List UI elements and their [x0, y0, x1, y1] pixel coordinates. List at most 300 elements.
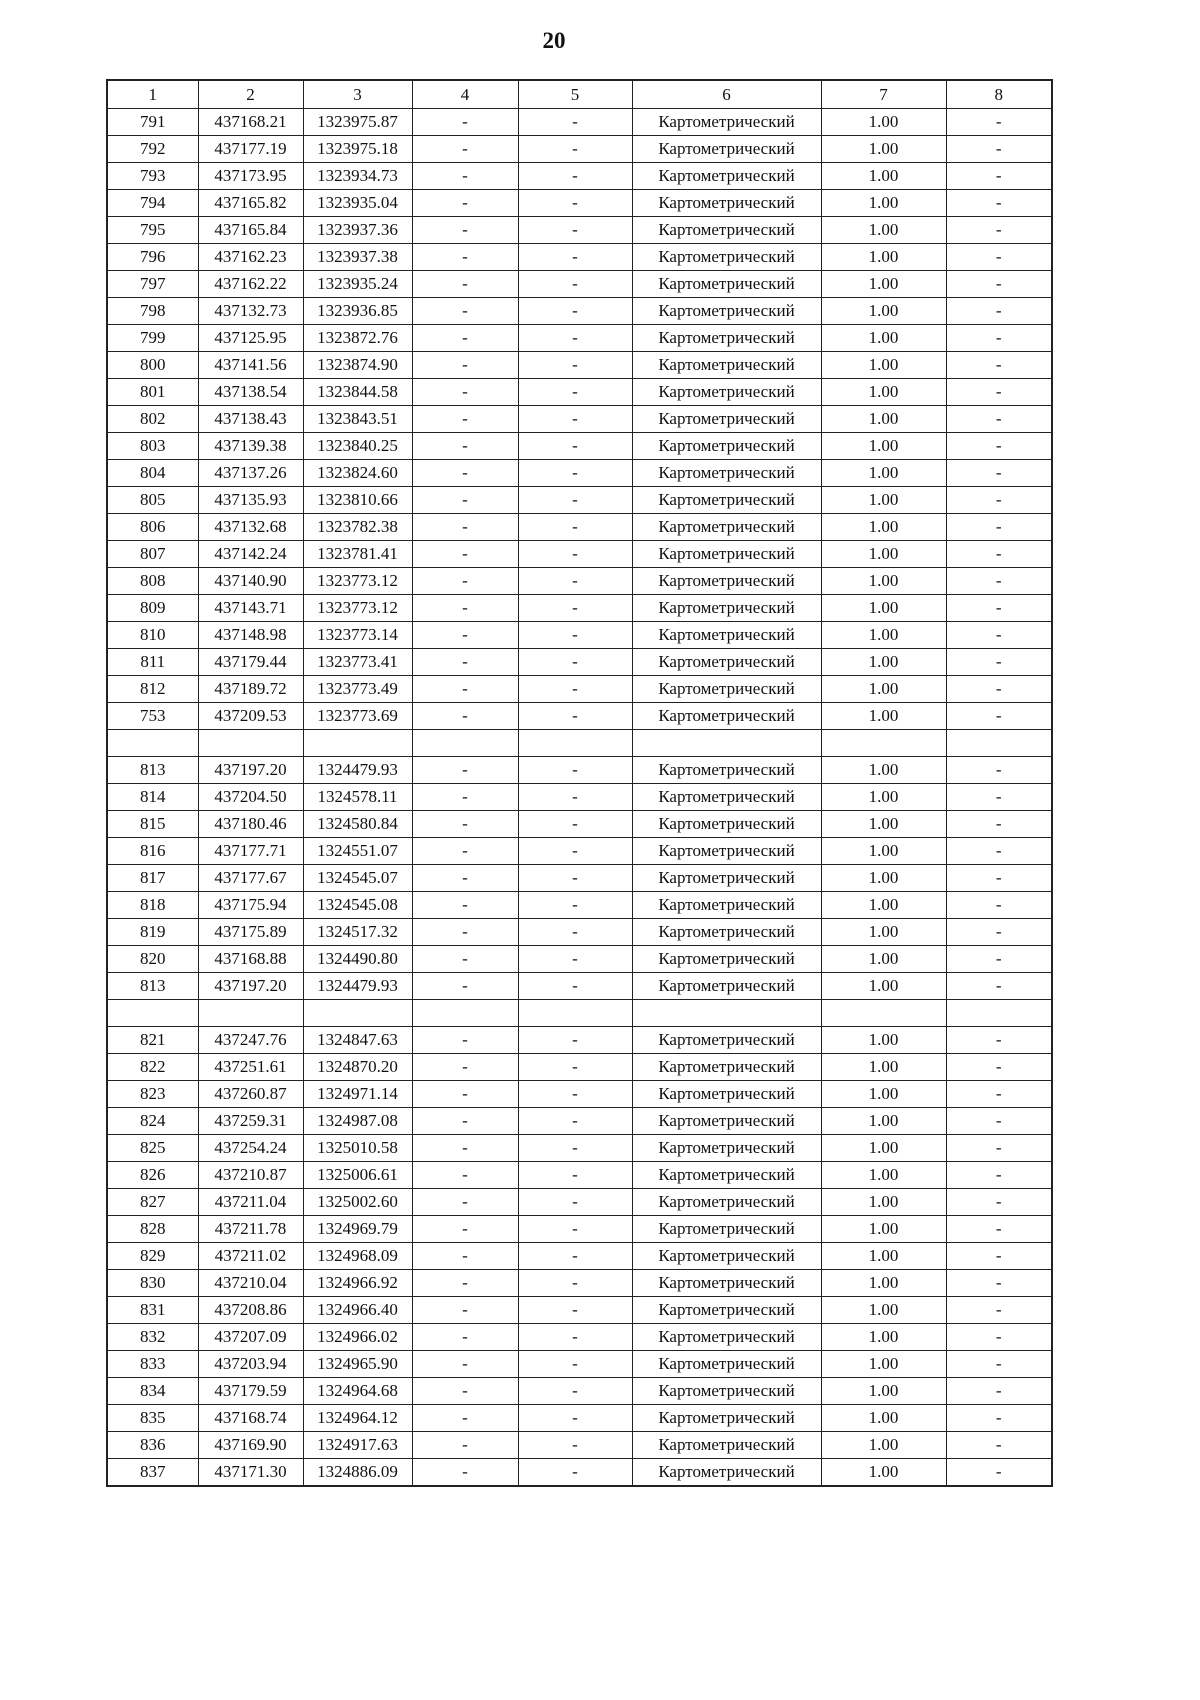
cell-col-5: - — [518, 1351, 632, 1378]
cell-coord-y: 1323937.38 — [303, 244, 412, 271]
cell-col-4: - — [412, 487, 518, 514]
cell-point-number: 805 — [107, 487, 198, 514]
cell-coord-x: 437165.82 — [198, 190, 303, 217]
cell-col-8: - — [946, 433, 1052, 460]
cell-col-8: - — [946, 811, 1052, 838]
cell-method: Картометрический — [632, 541, 821, 568]
cell-col-8: - — [946, 649, 1052, 676]
cell-col-8: - — [946, 892, 1052, 919]
cell-col-5: - — [518, 487, 632, 514]
cell-col-8: - — [946, 1216, 1052, 1243]
cell-col-4: - — [412, 568, 518, 595]
cell-method: Картометрический — [632, 379, 821, 406]
cell-method: Картометрический — [632, 703, 821, 730]
cell-coord-y: 1324847.63 — [303, 1027, 412, 1054]
cell-coord-y: 1324551.07 — [303, 838, 412, 865]
cell-accuracy: 1.00 — [821, 217, 946, 244]
cell-method: Картометрический — [632, 622, 821, 649]
table-row — [107, 487, 1052, 514]
cell-coord-x: 437169.90 — [198, 1432, 303, 1459]
cell-coord-y: 1324517.32 — [303, 919, 412, 946]
cell-col-4: - — [412, 406, 518, 433]
cell-accuracy: 1.00 — [821, 1405, 946, 1432]
cell-point-number: 836 — [107, 1432, 198, 1459]
cell-col-8: - — [946, 487, 1052, 514]
cell-coord-y: 1325006.61 — [303, 1162, 412, 1189]
cell-point-number: 820 — [107, 946, 198, 973]
cell-col-4: - — [412, 190, 518, 217]
cell-col-5: - — [518, 1081, 632, 1108]
cell-coord-y: 1323935.24 — [303, 271, 412, 298]
cell-coord-x: 437209.53 — [198, 703, 303, 730]
cell-col-8: - — [946, 838, 1052, 865]
cell-point-number: 810 — [107, 622, 198, 649]
cell-coord-x: 437162.23 — [198, 244, 303, 271]
cell-method: Картометрический — [632, 271, 821, 298]
column-header-col-4: 4 — [412, 80, 518, 109]
cell-col-4: - — [412, 1081, 518, 1108]
cell-coord-y: 1324965.90 — [303, 1351, 412, 1378]
cell-col-8: - — [946, 325, 1052, 352]
cell-point-number: 815 — [107, 811, 198, 838]
cell-coord-y: 1324870.20 — [303, 1054, 412, 1081]
cell-coord-x: 437168.21 — [198, 109, 303, 136]
cell-col-4: - — [412, 1243, 518, 1270]
cell-point-number: 826 — [107, 1162, 198, 1189]
cell-accuracy: 1.00 — [821, 1432, 946, 1459]
cell-col-4: - — [412, 217, 518, 244]
cell-col-4: - — [412, 1351, 518, 1378]
cell-col-5: - — [518, 1162, 632, 1189]
cell-accuracy: 1.00 — [821, 487, 946, 514]
cell-coord-y: 1324966.02 — [303, 1324, 412, 1351]
cell-point-number: 799 — [107, 325, 198, 352]
cell-coord-x — [198, 730, 303, 757]
cell-point-number: 803 — [107, 433, 198, 460]
cell-coord-y: 1325002.60 — [303, 1189, 412, 1216]
cell-coord-y: 1324987.08 — [303, 1108, 412, 1135]
cell-method: Картометрический — [632, 1108, 821, 1135]
cell-accuracy — [821, 1000, 946, 1027]
cell-col-5: - — [518, 1405, 632, 1432]
cell-col-8: - — [946, 946, 1052, 973]
cell-coord-x: 437251.61 — [198, 1054, 303, 1081]
cell-coord-x: 437165.84 — [198, 217, 303, 244]
cell-col-4: - — [412, 379, 518, 406]
cell-coord-x: 437189.72 — [198, 676, 303, 703]
cell-col-8: - — [946, 1054, 1052, 1081]
cell-coord-y: 1324580.84 — [303, 811, 412, 838]
cell-col-5: - — [518, 1270, 632, 1297]
table-row — [107, 190, 1052, 217]
cell-col-5: - — [518, 865, 632, 892]
cell-col-5: - — [518, 1054, 632, 1081]
cell-accuracy: 1.00 — [821, 1243, 946, 1270]
table-row — [107, 676, 1052, 703]
cell-coord-x: 437138.43 — [198, 406, 303, 433]
cell-accuracy: 1.00 — [821, 190, 946, 217]
table-row — [107, 514, 1052, 541]
cell-method: Картометрический — [632, 190, 821, 217]
cell-coord-y: 1323810.66 — [303, 487, 412, 514]
cell-method: Картометрический — [632, 1027, 821, 1054]
cell-coord-x: 437177.19 — [198, 136, 303, 163]
cell-accuracy: 1.00 — [821, 379, 946, 406]
cell-col-8: - — [946, 217, 1052, 244]
column-header-coord-x: 2 — [198, 80, 303, 109]
cell-method: Картометрический — [632, 460, 821, 487]
table-row — [107, 838, 1052, 865]
cell-col-8: - — [946, 1162, 1052, 1189]
cell-coord-x: 437197.20 — [198, 973, 303, 1000]
cell-col-4: - — [412, 595, 518, 622]
cell-method: Картометрический — [632, 1351, 821, 1378]
cell-col-8: - — [946, 109, 1052, 136]
cell-col-8: - — [946, 568, 1052, 595]
cell-accuracy: 1.00 — [821, 163, 946, 190]
cell-coord-x: 437132.68 — [198, 514, 303, 541]
cell-col-4 — [412, 1000, 518, 1027]
cell-coord-y: 1323781.41 — [303, 541, 412, 568]
cell-method: Картометрический — [632, 1432, 821, 1459]
cell-method: Картометрический — [632, 1135, 821, 1162]
cell-col-8: - — [946, 1108, 1052, 1135]
cell-col-8: - — [946, 1297, 1052, 1324]
column-header-col-5: 5 — [518, 80, 632, 109]
cell-method: Картометрический — [632, 1081, 821, 1108]
cell-col-5: - — [518, 1135, 632, 1162]
cell-point-number: 801 — [107, 379, 198, 406]
cell-col-5: - — [518, 1216, 632, 1243]
cell-col-5: - — [518, 1108, 632, 1135]
cell-accuracy: 1.00 — [821, 811, 946, 838]
cell-col-4: - — [412, 1324, 518, 1351]
cell-coord-x: 437175.89 — [198, 919, 303, 946]
cell-method: Картометрический — [632, 352, 821, 379]
cell-col-8: - — [946, 1270, 1052, 1297]
cell-coord-x: 437135.93 — [198, 487, 303, 514]
cell-method: Картометрический — [632, 163, 821, 190]
cell-col-5: - — [518, 757, 632, 784]
cell-method: Картометрический — [632, 487, 821, 514]
cell-col-5: - — [518, 1189, 632, 1216]
cell-col-4: - — [412, 136, 518, 163]
cell-point-number: 795 — [107, 217, 198, 244]
cell-coord-y: 1324578.11 — [303, 784, 412, 811]
cell-col-8: - — [946, 190, 1052, 217]
cell-col-5: - — [518, 892, 632, 919]
cell-coord-x: 437177.71 — [198, 838, 303, 865]
cell-point-number: 824 — [107, 1108, 198, 1135]
cell-col-8: - — [946, 595, 1052, 622]
cell-col-5: - — [518, 352, 632, 379]
cell-method: Картометрический — [632, 217, 821, 244]
table-row — [107, 892, 1052, 919]
cell-method — [632, 1000, 821, 1027]
table-row — [107, 136, 1052, 163]
cell-col-8: - — [946, 1378, 1052, 1405]
cell-col-4: - — [412, 946, 518, 973]
cell-col-8: - — [946, 271, 1052, 298]
cell-coord-y: 1323773.12 — [303, 595, 412, 622]
cell-accuracy: 1.00 — [821, 595, 946, 622]
cell-col-4: - — [412, 892, 518, 919]
cell-method: Картометрический — [632, 433, 821, 460]
cell-accuracy: 1.00 — [821, 1216, 946, 1243]
cell-accuracy: 1.00 — [821, 784, 946, 811]
cell-accuracy: 1.00 — [821, 1081, 946, 1108]
cell-method: Картометрический — [632, 784, 821, 811]
cell-point-number: 821 — [107, 1027, 198, 1054]
table-row — [107, 1081, 1052, 1108]
table-header — [107, 80, 1052, 109]
cell-col-4: - — [412, 676, 518, 703]
table-row — [107, 1351, 1052, 1378]
cell-col-4: - — [412, 973, 518, 1000]
cell-col-5: - — [518, 838, 632, 865]
table-row — [107, 919, 1052, 946]
table-body — [107, 109, 1052, 1487]
cell-accuracy: 1.00 — [821, 271, 946, 298]
table-row — [107, 757, 1052, 784]
cell-method: Картометрический — [632, 1378, 821, 1405]
cell-col-5: - — [518, 460, 632, 487]
cell-col-5: - — [518, 1027, 632, 1054]
cell-col-4: - — [412, 811, 518, 838]
cell-accuracy — [821, 730, 946, 757]
cell-coord-y: 1323937.36 — [303, 217, 412, 244]
cell-coord-y: 1323936.85 — [303, 298, 412, 325]
cell-col-4: - — [412, 433, 518, 460]
cell-method: Картометрический — [632, 406, 821, 433]
cell-point-number: 837 — [107, 1459, 198, 1487]
cell-coord-x: 437132.73 — [198, 298, 303, 325]
cell-method: Картометрический — [632, 676, 821, 703]
cell-accuracy: 1.00 — [821, 1324, 946, 1351]
cell-coord-y: 1325010.58 — [303, 1135, 412, 1162]
cell-coord-y: 1323934.73 — [303, 163, 412, 190]
table-row — [107, 1189, 1052, 1216]
cell-method: Картометрический — [632, 1162, 821, 1189]
cell-accuracy: 1.00 — [821, 919, 946, 946]
table-row — [107, 1378, 1052, 1405]
cell-col-5: - — [518, 1459, 632, 1487]
cell-col-4: - — [412, 1027, 518, 1054]
cell-point-number: 832 — [107, 1324, 198, 1351]
cell-col-8: - — [946, 1405, 1052, 1432]
cell-method: Картометрический — [632, 757, 821, 784]
cell-coord-x: 437137.26 — [198, 460, 303, 487]
cell-point-number: 812 — [107, 676, 198, 703]
cell-col-8: - — [946, 1135, 1052, 1162]
cell-col-4: - — [412, 1405, 518, 1432]
table-row — [107, 433, 1052, 460]
cell-col-8: - — [946, 865, 1052, 892]
cell-coord-y: 1324968.09 — [303, 1243, 412, 1270]
cell-col-8: - — [946, 1189, 1052, 1216]
cell-col-8: - — [946, 703, 1052, 730]
cell-method: Картометрический — [632, 568, 821, 595]
cell-col-8: - — [946, 1432, 1052, 1459]
cell-accuracy: 1.00 — [821, 298, 946, 325]
cell-col-5 — [518, 730, 632, 757]
cell-point-number: 835 — [107, 1405, 198, 1432]
table-row — [107, 811, 1052, 838]
cell-coord-y: 1323844.58 — [303, 379, 412, 406]
cell-coord-y: 1323872.76 — [303, 325, 412, 352]
cell-coord-x: 437168.88 — [198, 946, 303, 973]
cell-col-8: - — [946, 136, 1052, 163]
cell-col-5: - — [518, 1243, 632, 1270]
cell-col-8: - — [946, 1243, 1052, 1270]
cell-col-5: - — [518, 811, 632, 838]
table-row — [107, 1162, 1052, 1189]
cell-method: Картометрический — [632, 946, 821, 973]
cell-coord-x: 437254.24 — [198, 1135, 303, 1162]
cell-method: Картометрический — [632, 1324, 821, 1351]
cell-accuracy: 1.00 — [821, 1135, 946, 1162]
cell-col-4: - — [412, 1432, 518, 1459]
cell-col-4: - — [412, 1189, 518, 1216]
cell-point-number: 811 — [107, 649, 198, 676]
cell-method: Картометрический — [632, 1270, 821, 1297]
cell-col-5: - — [518, 190, 632, 217]
cell-coord-y: 1324490.80 — [303, 946, 412, 973]
cell-coord-x: 437204.50 — [198, 784, 303, 811]
cell-accuracy: 1.00 — [821, 541, 946, 568]
cell-coord-x: 437197.20 — [198, 757, 303, 784]
cell-point-number: 808 — [107, 568, 198, 595]
cell-accuracy: 1.00 — [821, 1054, 946, 1081]
cell-coord-x — [198, 1000, 303, 1027]
cell-accuracy: 1.00 — [821, 757, 946, 784]
cell-accuracy: 1.00 — [821, 622, 946, 649]
cell-accuracy: 1.00 — [821, 1297, 946, 1324]
cell-coord-x: 437171.30 — [198, 1459, 303, 1487]
cell-point-number: 823 — [107, 1081, 198, 1108]
table-row — [107, 298, 1052, 325]
cell-col-4: - — [412, 244, 518, 271]
cell-point-number: 800 — [107, 352, 198, 379]
cell-col-4: - — [412, 352, 518, 379]
table-row — [107, 622, 1052, 649]
cell-accuracy: 1.00 — [821, 352, 946, 379]
cell-method: Картометрический — [632, 649, 821, 676]
cell-coord-x: 437208.86 — [198, 1297, 303, 1324]
cell-col-4: - — [412, 1459, 518, 1487]
cell-method: Картометрический — [632, 1297, 821, 1324]
cell-point-number: 818 — [107, 892, 198, 919]
cell-coord-x: 437125.95 — [198, 325, 303, 352]
cell-coord-y: 1324917.63 — [303, 1432, 412, 1459]
cell-col-5: - — [518, 568, 632, 595]
cell-coord-y: 1324971.14 — [303, 1081, 412, 1108]
table-row — [107, 649, 1052, 676]
cell-coord-y: 1323824.60 — [303, 460, 412, 487]
cell-point-number: 794 — [107, 190, 198, 217]
cell-accuracy: 1.00 — [821, 568, 946, 595]
cell-point-number: 791 — [107, 109, 198, 136]
table-row — [107, 1270, 1052, 1297]
cell-col-4: - — [412, 757, 518, 784]
table-row — [107, 460, 1052, 487]
cell-col-4: - — [412, 514, 518, 541]
cell-col-4: - — [412, 325, 518, 352]
cell-method: Картометрический — [632, 244, 821, 271]
cell-method: Картометрический — [632, 325, 821, 352]
cell-col-4 — [412, 730, 518, 757]
cell-method: Картометрический — [632, 892, 821, 919]
cell-col-4: - — [412, 1216, 518, 1243]
cell-col-8: - — [946, 406, 1052, 433]
table-row — [107, 1297, 1052, 1324]
cell-method: Картометрический — [632, 1243, 821, 1270]
cell-col-5: - — [518, 595, 632, 622]
cell-col-5: - — [518, 649, 632, 676]
cell-coord-x: 437179.59 — [198, 1378, 303, 1405]
table-row — [107, 703, 1052, 730]
table-row — [107, 784, 1052, 811]
cell-point-number: 834 — [107, 1378, 198, 1405]
cell-accuracy: 1.00 — [821, 649, 946, 676]
cell-method: Картометрический — [632, 1216, 821, 1243]
cell-coord-y: 1323773.69 — [303, 703, 412, 730]
cell-coord-y: 1323782.38 — [303, 514, 412, 541]
cell-point-number: 831 — [107, 1297, 198, 1324]
cell-point-number: 792 — [107, 136, 198, 163]
cell-method: Картометрический — [632, 865, 821, 892]
cell-point-number: 822 — [107, 1054, 198, 1081]
cell-col-5: - — [518, 541, 632, 568]
cell-coord-x: 437247.76 — [198, 1027, 303, 1054]
cell-coord-y: 1324545.08 — [303, 892, 412, 919]
cell-col-8: - — [946, 622, 1052, 649]
cell-col-5: - — [518, 379, 632, 406]
cell-col-5 — [518, 1000, 632, 1027]
cell-col-4: - — [412, 1135, 518, 1162]
cell-col-5: - — [518, 1432, 632, 1459]
table-row — [107, 595, 1052, 622]
cell-point-number: 819 — [107, 919, 198, 946]
table-row — [107, 163, 1052, 190]
cell-accuracy: 1.00 — [821, 514, 946, 541]
cell-col-8: - — [946, 244, 1052, 271]
cell-point-number: 828 — [107, 1216, 198, 1243]
cell-accuracy: 1.00 — [821, 1189, 946, 1216]
table-row-separator — [107, 1000, 1052, 1027]
cell-method: Картометрический — [632, 919, 821, 946]
cell-col-8: - — [946, 541, 1052, 568]
cell-col-5: - — [518, 433, 632, 460]
table-row — [107, 1108, 1052, 1135]
cell-coord-y: 1323773.14 — [303, 622, 412, 649]
cell-coord-x: 437143.71 — [198, 595, 303, 622]
table-row — [107, 1027, 1052, 1054]
cell-accuracy: 1.00 — [821, 973, 946, 1000]
table-row — [107, 406, 1052, 433]
cell-col-8: - — [946, 379, 1052, 406]
cell-coord-y: 1324545.07 — [303, 865, 412, 892]
cell-point-number: 793 — [107, 163, 198, 190]
cell-method: Картометрический — [632, 973, 821, 1000]
cell-col-5: - — [518, 217, 632, 244]
cell-accuracy: 1.00 — [821, 892, 946, 919]
cell-method: Картометрический — [632, 136, 821, 163]
table-row — [107, 1135, 1052, 1162]
cell-accuracy: 1.00 — [821, 433, 946, 460]
cell-coord-y: 1323840.25 — [303, 433, 412, 460]
cell-accuracy: 1.00 — [821, 946, 946, 973]
